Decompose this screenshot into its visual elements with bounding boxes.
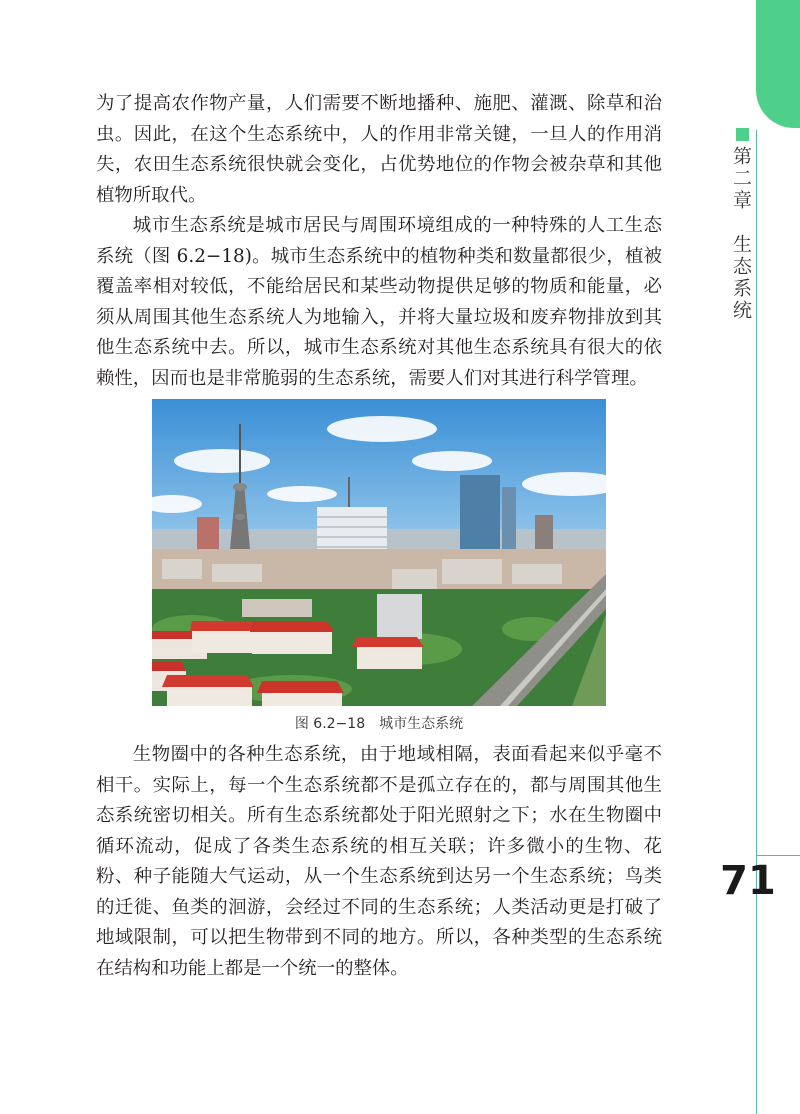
city-photo — [152, 399, 606, 706]
paragraph-biosphere: 生物圈中的各种生态系统，由于地域相隔，表面看起来似乎毫不相干。实际上，每一个生态系统都不是孤立存在的，都与周围其他生态系统密切相关。所有生态系统都处于阳光照射之下；水在生物圈中循环流动，促成了各类生态系统的相互关联；许多微小的生物、花粉、种子能随大气运动，从一个生态系统到达另一个生态系统；鸟类的迁徙、鱼类的洄游，会经过不同的生态系统；人类活动更是打破了地域限制，可以把生物带到不同的地方。所以，各种类型的生态系统在结构和功能上都是一个统一的整体。 — [96, 744, 662, 979]
paragraph-farmland: 为了提高农作物产量，人们需要不断地播种、施肥、灌溉、除草和治虫。因此，在这个生态系统中，人的作用非常关键，一旦人的作用消失，农田生态系统很快就会变化，占优势地位的作物会被杂草和其他植物所取代。 — [96, 93, 662, 206]
chapter-marker-square — [736, 128, 749, 141]
page-number: 71 — [720, 858, 776, 904]
paragraph-urban-ecosystem: 城市生态系统是城市居民与周围环境组成的一种特殊的人工生态系统（图 6.2−18)。城市生态系统中的植物种类和数量都很少，植被覆盖率相对较低，不能给居民和某些动物提供足够的物质和能量，必须从周围其他生态系统人为地输入，并将大量垃圾和废弃物排放到其他生态系统中去。所以，城市生态系统对其他生态系统具有很大的依赖性，因而也是非常脆弱的生态系统，需要人们对其进行科学管理。 — [96, 215, 662, 389]
chapter-tab — [756, 0, 800, 128]
figure-caption: 图 6.2−18 城市生态系统 — [294, 716, 464, 732]
chapter-label: 第二章 生态系统 — [730, 146, 752, 322]
margin-rule — [756, 130, 757, 1114]
page-number-rule — [756, 855, 800, 856]
